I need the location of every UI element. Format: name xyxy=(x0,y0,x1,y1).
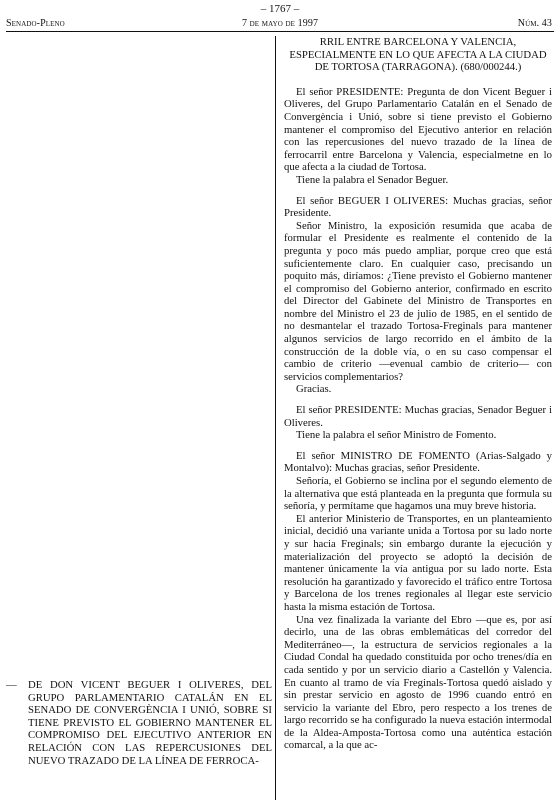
paragraph xyxy=(284,450,552,475)
speaker-label: El señor BEGUER I OLIVERES: xyxy=(296,194,449,207)
header-rule xyxy=(6,31,554,32)
column-divider xyxy=(275,36,276,800)
paragraph-text: Muchas gracias, Senador Beguer i Oliveres. xyxy=(284,404,552,429)
paragraph xyxy=(284,429,552,442)
paragraph xyxy=(284,614,552,753)
header-issue-number: Núm. 43 xyxy=(517,18,552,29)
paragraph-text: El anterior Ministerio de Transportes, en un planteamiento inicial, decidió una variante unida a Tortosa por su lado norte y sur hacia Freginals; sin embargo durante la ejecución y materialización del proyecto se adoptó la decisión de mantener únicamente la vía antigua por su lado norte. Esta resolución ha garantizado y favorecido el tráfico entre Tortosa y Barcelona de los trenes regionales al llegar este servicio hasta la misma estación de Tortosa. xyxy=(284,512,552,613)
paragraph-text: Una vez finalizada la variante del Ebro —que es, por así decirlo, una de las obras emblemáticas del corredor del Mediterráneo—, la estructura de servicios regionales a la Ciudad Condal ha quedado constituida por ocho trenes/día en cada sentido y por un servicio diario a Castellón y Valencia. En cuanto al tramo de vía Freginals-Tortosa quedó aislado y sin prestar servicio en agosto de 1996 cuando entró en servicio la variante del Ebro, pero respecto a los trenes de largo recorrido se ha configurado la nueva estación intermodal de la Aldea-Amposta-Tortosa como una auténtica estación comarcal, a la que ac- xyxy=(284,613,552,752)
list-dash: — xyxy=(6,679,17,691)
paragraph xyxy=(284,383,552,396)
header-chamber: Senado-Pleno xyxy=(6,18,65,29)
title-text: RRIL ENTRE BARCELONA Y VALENCIA, ESPECIALMENTE EN LO QUE AFECTA A LA CIUDAD DE TORTOSA (TARRAGONA). xyxy=(289,36,547,74)
paragraph xyxy=(284,174,552,187)
title-reference: (680/000244.) xyxy=(460,61,522,74)
left-column xyxy=(6,679,272,767)
paragraph-text: Tiene la palabra el Senador Beguer. xyxy=(296,173,449,186)
question-title-continued xyxy=(284,36,552,74)
paragraph xyxy=(284,404,552,429)
paragraph xyxy=(284,513,552,614)
paragraph-text: Muchas gracias, señor Presidente. xyxy=(284,194,552,220)
paragraph-text: Gracias. xyxy=(296,383,332,396)
paragraph-text: Tiene la palabra el señor Ministro de Fomento. xyxy=(296,429,497,442)
paragraph xyxy=(284,220,552,384)
paragraph xyxy=(284,195,552,220)
paragraph-text: (Arias-Salgado y Montalvo): Muchas gracias, señor Presidente. xyxy=(284,449,552,475)
right-column xyxy=(284,36,552,800)
paragraph xyxy=(284,475,552,513)
header-date: 7 de mayo de 1997 xyxy=(241,18,319,29)
paragraph-text: Pregunta de don Vicent Beguer i Oliveres, del Grupo Parlamentario Catalán en el Senado de Convergència i Unió, sobre si tiene previsto el Gobierno mantener el compromiso del Ejecutivo anterior en relación con las repercusiones del nuevo trazado de la línea de ferrocarril entre Barcelona y Valencia, especialmetne en lo que afecta a la ciudad de Tortosa. xyxy=(284,85,552,174)
question-title: DE DON VICENT BEGUER I OLIVERES, DEL GRUPO PARLAMENTARIO CATALÁN EN EL SENADO DE CONVERGÈNCIA I UNIÓ, SOBRE SI TIENE PREVISTO EL GOBIERNO MANTENER EL COMPROMISO DEL EJECUTIVO ANTERIOR EN RELACIÓN CON LAS REPERCUSIONES DEL NUEVO TRAZADO DE LA LÍNEA DE FERROCA- xyxy=(28,679,272,767)
paragraph xyxy=(284,86,552,174)
speaker-label: El señor PRESIDENTE: xyxy=(296,404,402,417)
page-number: – 1767 – xyxy=(260,3,300,15)
paragraph-text: Señor Ministro, la exposición resumida que acaba de formular el Presidente es realmente el contenido de la pregunta y poco más puedo ampliar, porque creo que está suficientemente claro. En cualquier caso, precisando un poquito más, diríamos: ¿Tiene previsto el Gobierno mantener el compromiso del Gobierno anterior, confirmado en escrito del Director del Gabinete del Ministro de Transportes en nombre del Ministro el 23 de julio de 1985, en el sentido de no desmantelar el trazado Tortosa-Freginals para mantener algunos servicios de largo recorrido en el ámbito de la construcción de la doble vía, o en su caso compensar el cambio de criterio —evenual cambio de criterio— con servicios complementarios? xyxy=(284,219,552,383)
speaker-label: El señor PRESIDENTE: xyxy=(296,85,404,98)
speaker-label: El señor MINISTRO DE FOMENTO xyxy=(296,449,470,462)
paragraph-text: Señoría, el Gobierno se inclina por el segundo elemento de la alternativa que está planteada en la pregunta que formula su señoría, y permítame que hagamos una muy breve historia. xyxy=(284,475,552,513)
